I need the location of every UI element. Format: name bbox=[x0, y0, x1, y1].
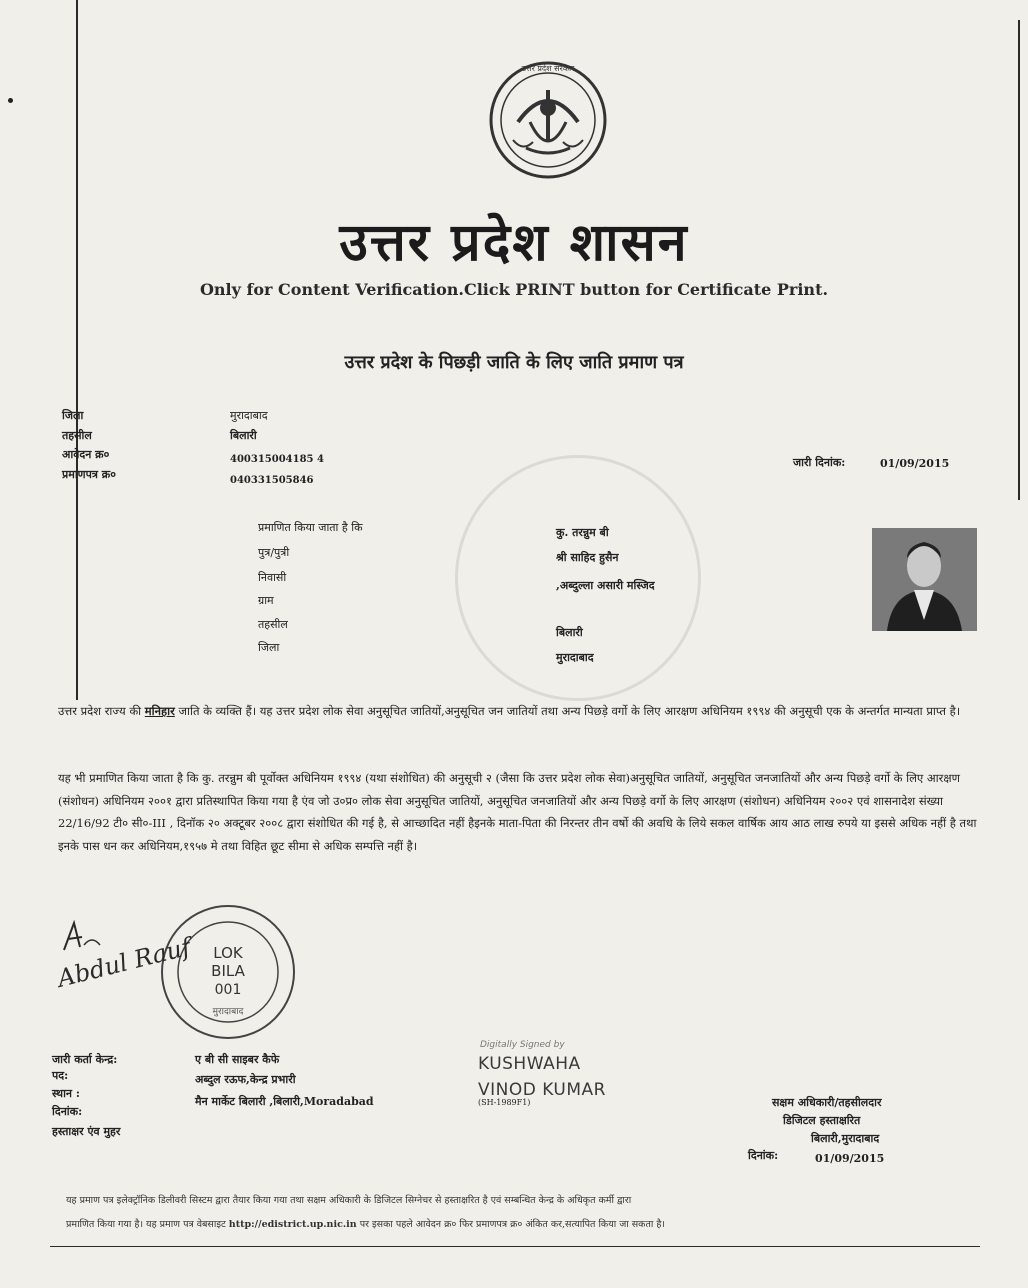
authority-date-value: 01/09/2015 bbox=[815, 1152, 885, 1165]
detail-district-value: मुरादाबाद bbox=[556, 651, 594, 664]
digital-signer-name-line2: VINOD KUMAR bbox=[478, 1080, 606, 1100]
applicant-photo bbox=[872, 528, 977, 631]
caste-statement-prefix: उत्तर प्रदेश राज्य की bbox=[58, 704, 145, 718]
handwritten-signature bbox=[52, 905, 202, 1005]
certificate-subtitle: उत्तर प्रदेश के पिछड़ी जाति के लिए जाति प्रमाण पत्र bbox=[344, 352, 684, 373]
authority-line1: सक्षम अधिकारी/तहसीलदार bbox=[772, 1096, 882, 1109]
signature-scrawl: Abdul Rauf bbox=[54, 932, 194, 993]
authority-date-label: दिनांक: bbox=[748, 1149, 779, 1162]
issuer-place-label: स्थान : bbox=[52, 1087, 80, 1100]
detail-tehsil-value: बिलारी bbox=[556, 626, 583, 639]
stamp-center-line2: BILA bbox=[211, 962, 245, 980]
district-label: जिला bbox=[62, 409, 84, 422]
issuer-post-value: अब्दुल रऊफ,केन्द्र प्रभारी bbox=[195, 1073, 296, 1086]
footer-note-line2-suffix: पर इसका पहले आवेदन क्र० फिर प्रमाणपत्र क्र० अंकित कर,सत्यापित किया जा सकता है। bbox=[356, 1219, 666, 1230]
district-value: मुरादाबाद bbox=[230, 409, 268, 422]
stamp-ring-text: मुरादाबाद bbox=[212, 1007, 244, 1017]
parent-label: पुत्र/पुत्री bbox=[258, 546, 290, 559]
issuer-place-value: मैन मार्केट बिलारी ,बिलारी,Moradabad bbox=[195, 1095, 374, 1108]
certify-label: प्रमाणित किया जाता है कि bbox=[258, 521, 363, 534]
footer-note-line1: यह प्रमाण पत्र इलेक्ट्रॉनिक डिलीवरी सिस्टम द्वारा तैयार किया गया तथा सक्षम अधिकारी के डिजिटल सिग्नेचर से हस्ताक्षरित है एवं सम्बन्धित केन्द्र के अधिकृत कर्मी द्वारा bbox=[66, 1195, 632, 1206]
issuer-sign-label: हस्ताक्षर एंव मुहर bbox=[52, 1125, 121, 1138]
verification-note: Only for Content Verification.Click PRINT button for Certificate Print. bbox=[199, 280, 829, 299]
issuer-place-code: (SH-1989F1) bbox=[478, 1098, 531, 1107]
tehsil-value: बिलारी bbox=[230, 429, 257, 442]
certify-value: कु. तरन्नुम बी bbox=[556, 526, 609, 539]
creamy-layer-statement: यह भी प्रमाणित किया जाता है कि कु. तरन्नुम बी पूर्वोक्त अधिनियम १९९४ (यथा संशोधित) की अनुसूची २ (जैसा कि उत्तर प्रदेश लोक सेवा)अनुसूचित जातियों, अनुसूचित जनजातियों और अन्य पिछड़े वर्गो के लिए आरक्षण (संशोधन) अधिनियम २००१ द्वारा प्रतिस्थापित किया गया है एंव जो उ०प्र० लोक सेवा अनुसूचित जातियों, अनुसूचित जनजातियों और अन्य पिछड़े वर्गो के लिए आरक्षण (संशोधन) अधिनियम २००२ एवं शासनादेश संख्या 22/16/92 टी० सी०-III , दिनॉक २० अक्टूबर २००८ द्वारा संशोधित की गई है, से आच्छादित नहीं हैइनके माता-पिता की निरन्तर तीन वर्षो की अवधि के लिये सकल वार्षिक आय आठ लाख रुपये या इससे अधिक नहीं है तथा इनके पास धन कर अधिनियम,१९५७ मे तथा विहित छूट सीमा से अधिक सम्पत्ति नहीं है। bbox=[58, 771, 977, 853]
authority-line3: बिलारी,मुरादाबाद bbox=[811, 1132, 880, 1145]
certificate-no-value: 040331505846 bbox=[230, 475, 314, 486]
stamp-center-line1: LOK bbox=[213, 944, 243, 962]
issuer-post-label: पद: bbox=[52, 1069, 69, 1082]
village-label: ग्राम bbox=[258, 594, 274, 607]
caste-statement bbox=[58, 700, 988, 723]
parent-value: श्री साहिद हुसैन bbox=[556, 551, 619, 564]
tehsil-label: तहसील bbox=[62, 429, 92, 442]
certificate-no-label: प्रमाणपत्र क्र० bbox=[62, 468, 116, 481]
caste-name: मनिहार bbox=[144, 704, 175, 718]
detail-tehsil-label: तहसील bbox=[258, 618, 288, 631]
caste-statement-suffix: जाति के व्यक्ति हैं। यह उत्तर प्रदेश लोक सेवा अनुसूचित जातियों,अनुसूचित जन जातियों तथा अन्य पिछड़े वर्गो के लिए आरक्षण अधिनियम १९९४ की अनुसूची एक के अन्तर्गत मान्यता प्राप्त है। bbox=[174, 704, 961, 718]
up-government-emblem bbox=[488, 60, 608, 180]
application-no-value: 400315004185 4 bbox=[230, 454, 324, 465]
digital-signer-name-line1: KUSHWAHA bbox=[478, 1054, 581, 1074]
footer-note-line2-prefix: प्रमाणित किया गया है। यह प्रमाण पत्र वेबसाइट bbox=[66, 1219, 229, 1230]
scan-speck bbox=[8, 98, 13, 103]
page-title: उत्तर प्रदेश शासन bbox=[339, 212, 689, 273]
digital-signature-label: Digitally Signed by bbox=[480, 1040, 565, 1050]
bottom-border-line bbox=[50, 1246, 980, 1247]
resident-value: ,अब्दुल्ला असारी मस्जिद bbox=[556, 579, 655, 592]
issuer-centre-label: जारी कर्ता केन्द्र: bbox=[52, 1053, 118, 1066]
detail-district-label: जिला bbox=[258, 641, 280, 654]
resident-label: निवासी bbox=[258, 571, 287, 584]
issue-date-label: जारी दिनांक: bbox=[793, 456, 846, 469]
issue-date-value: 01/09/2015 bbox=[880, 457, 950, 470]
footer-note-line2 bbox=[66, 1217, 966, 1230]
issuer-centre-value: ए बी सी साइबर कैफे bbox=[195, 1053, 280, 1066]
issuer-date-label: दिनांक: bbox=[52, 1105, 83, 1118]
stamp-center-line3: 001 bbox=[214, 982, 242, 998]
application-no-label: आवेदन क्र० bbox=[62, 448, 110, 461]
emblem-ring-text: उत्तर प्रदेश सरकार bbox=[521, 64, 575, 73]
verification-url-link[interactable]: http://edistrict.up.nic.in bbox=[228, 1219, 357, 1230]
authority-line2: डिजिटल हस्ताक्षरित bbox=[783, 1114, 861, 1127]
